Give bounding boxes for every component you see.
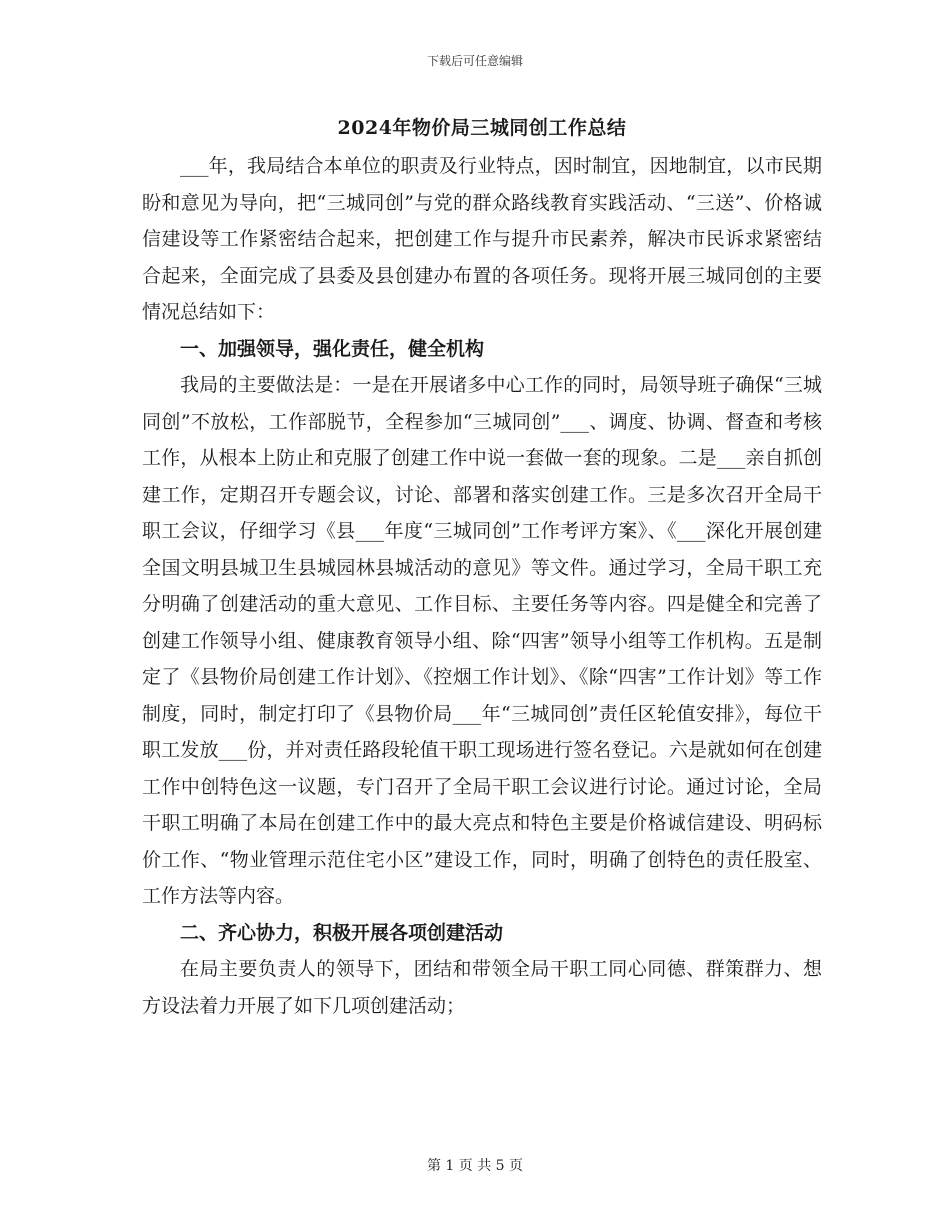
section-1-paragraph: 我局的主要做法是：一是在开展诸多中心工作的同时，局领导班子确保“三城同创”不放松，工作部脱节，全程参加“三城同创”___、调度、协调、督查和考核工作，从根本上防止和克服了创建工作中说一套做一套的现象。二是___亲自抓创建工作，定期召开专题会议，讨论、部署和落实创建工作。三是多次召开全局干职工会议，仔细学习《县___年度“三城同创”工作考评方案》、《___深化开展创建全国文明县城卫生县城园林县城活动的意见》等文件。通过学习，全局干职工充分明确了创建活动的重大意见、工作目标、主要任务等内容。四是健全和完善了创建工作领导小组、健康教育领导小组、除“四害”领导小组等工作机构。五是制定了《县物价局创建工作计划》、《控烟工作计划》、《除“四害”工作计划》等工作制度，同时，制定打印了《县物价局___年“三城同创”责任区轮值安排》，每位干职工发放___份，并对责任路段轮值干职工现场进行签名登记。六是就如何在创建工作中创特色这一议题，专门召开了全局干职工会议进行讨论。通过讨论，全局干职工明确了本局在创建工作中的最大亮点和特色主要是价格诚信建设、明码标价工作、“物业管理示范住宅小区”建设工作，同时，明确了创特色的责任股室、工作方法等内容。 bbox=[142, 374, 822, 907]
section-2-paragraph: 在局主要负责人的领导下，团结和带领全局干职工同心同德、群策群力、想方设法着力开展了如下几项创建活动； bbox=[142, 958, 822, 1017]
page-number: 第 1 页 共 5 页 bbox=[426, 1158, 524, 1174]
document-body bbox=[142, 108, 822, 1024]
intro-paragraph: ___年，我局结合本单位的职责及行业特点，因时制宜，因地制宜，以市民期盼和意见为导向，把“三城同创”与党的群众路线教育实践活动、“三送”、价格诚信建设等工作紧密结合起来，把创建工作与提升市民素养，解决市民诉求紧密结合起来，全面完成了县委及县创建办布置的各项任务。现将开展三城同创的主要情况总结如下： bbox=[142, 155, 822, 323]
section-heading-1: 一、加强领导，强化责任，健全机构 bbox=[180, 337, 485, 360]
page-header-note: 下载后可任意编辑 bbox=[426, 54, 523, 68]
document-title: 2024年物价局三城同创工作总结 bbox=[337, 117, 627, 139]
section-heading-2: 二、齐心协力，积极开展各项创建活动 bbox=[180, 921, 504, 944]
